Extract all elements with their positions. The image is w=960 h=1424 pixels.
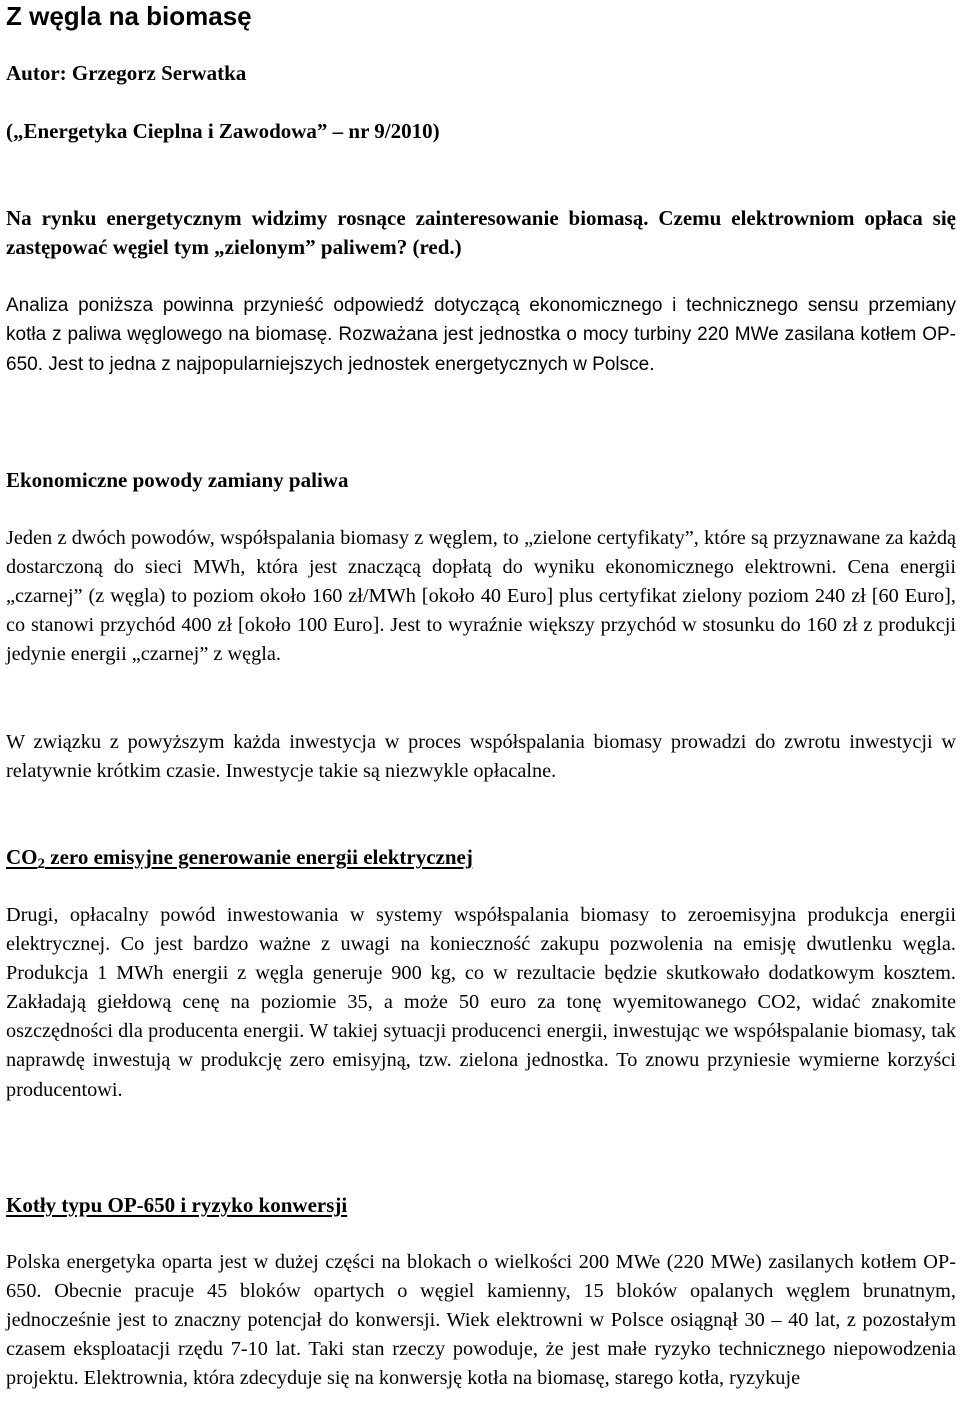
op650-paragraph-1: Polska energetyka oparta jest w dużej części na blokach o wielkości 200 MWe (220 MWe) zasilanych kotłem OP-650. Obecnie pracuje 45 bloków opartych o węgiel kamienny, 15 bloków opalanych węglem brunatnym, jednocześnie jest to znaczny potencjał do konwersji. Wiek elektrowni w Polsce osiągnął 30 – 40 lat, z pozostałym czasem eksploatacji rzędu 7-10 lat. Taki stan rzeczy powoduje, że jest małe ryzyko technicznego niepowodzenia projektu. Elektrownia, która zdecyduje się na konwersję kotła na biomasę, starego kotła, ryzykuje (6, 1251, 956, 1390)
intro-paragraph: Analiza poniższa powinna przynieść odpowiedź dotyczącą ekonomicznego i technicznego sensu przemiany kotła z paliwa węglowego na biomasę. Rozważana jest jednostka o mocy turbiny 220 MWe zasilana kotłem OP-650. Jest to jedna z najpopularniejszych jednostek energetycznych w Polsce. (6, 295, 956, 375)
document-title: Z węgla na biomasę (6, 1, 252, 31)
co2-paragraph-1: Drugi, opłacalny powód inwestowania w systemy współspalania biomasy to zeroemisyjna produkcja energii elektrycznej. Co jest bardzo ważne z uwagi na konieczność zakupu pozwolenia na emisję dwutlenku węgla. Produkcja 1 MWh energii z węgla generuje 900 kg, co w rezultacie będzie skutkowało dodatkowym kosztem. Zakładają giełdową cenę na poziomie 35, a może 50 euro za tonę wyemitowanego CO2, widać znakomite oszczędności dla producenta energii. W takiej sytuacji producenci energii, inwestując we współspalanie biomasy, tak naprawdę inwestują w produkcję zero emisyjną, tzw. zielona jednostka. To znowu przyniesie wymierne korzyści producentowi. (6, 904, 956, 1101)
source-line: („Energetyka Cieplna i Zawodowa” – nr 9/2010) (6, 119, 440, 143)
author-line: Autor: Grzegorz Serwatka (6, 61, 247, 85)
co2-heading-text: zero emisyjne generowanie energii elektrycznej (45, 845, 473, 869)
co2-heading-co: CO (6, 845, 38, 869)
economic-paragraph-2: W związku z powyższym każda inwestycja w proces współspalania biomasy prowadzi do zwrotu inwestycji w relatywnie krótkim czasie. Inwestycje takie są niezwykle opłacalne. (6, 731, 956, 783)
section-heading-economic: Ekonomiczne powody zamiany paliwa (6, 468, 349, 492)
lead-paragraph: Na rynku energetycznym widzimy rosnące zainteresowanie biomasą. Czemu elektrowniom opłaca się zastępować węgiel tym „zielonym” paliwem? (red.) (6, 206, 956, 259)
co2-heading-subscript: 2 (37, 856, 45, 872)
section-heading-op650: Kotły typu OP-650 i ryzyko konwersji (6, 1193, 348, 1217)
section-heading-co2 (6, 843, 473, 878)
economic-paragraph-1: Jeden z dwóch powodów, współspalania biomasy z węglem, to „zielone certyfikaty”, które są przyznawane za każdą dostarczoną do sieci MWh, która jest znaczącą dopłatą do wyniku ekonomicznego elektrowni. Cena energii „czarnej” (z węgla) to poziom około 160 zł/MWh [około 40 Euro] plus certyfikat zielony poziom 240 zł [60 Euro], co stanowi przychód 400 zł [około 100 Euro]. Jest to wyraźnie większy przychód w stosunku do 160 zł z produkcji jedynie energii „czarnej” z węgla. (6, 527, 956, 666)
